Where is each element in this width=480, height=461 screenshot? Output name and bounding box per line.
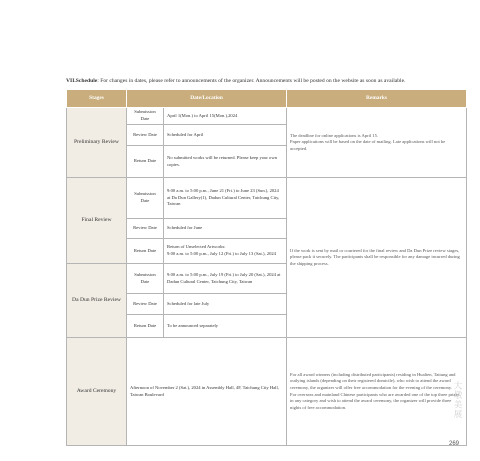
- table-row: [67, 338, 467, 446]
- row-label: Submission Date: [127, 108, 164, 125]
- award-remarks: For all award winners (including distributed participants) residing in Hualien, Taitung and outlying islands (depending on their registered domicile), who wish to attend the award ceremony, the organizer will offer free accommodation for the evening of the ceremony. For overseas and mainland Chinese participants who are awarded one of the top three prizes in any category and wish to attend the award ceremony, the organizer will provide three nights of free accommodation.: [287, 338, 467, 446]
- table-header-row: [67, 90, 467, 108]
- row-label: Return Date: [127, 315, 164, 338]
- table-row: [67, 108, 467, 125]
- stage-award-ceremony: Award Ceremony: [67, 338, 127, 446]
- table-row: [67, 178, 467, 219]
- row-date: No submitted works will be returned. Please keep your own copies.: [164, 146, 287, 178]
- stage-dadun-prize-review: Da Dun Prize Review: [67, 264, 127, 338]
- header-remarks: Remarks: [287, 90, 467, 108]
- row-date: Scheduled for June: [164, 219, 287, 239]
- shipping-remarks: If the work is sent by mail or couriered for the final review and Da Dun Prize review stages, please pack it securely. The participants shall be responsible for any damage incurred during the shipping process.: [287, 178, 467, 338]
- row-label: Submission Date: [127, 178, 164, 219]
- row-date: Scheduled for late July: [164, 294, 287, 315]
- row-date: April 1(Mon.) to April 15(Mon.),2024: [164, 108, 287, 125]
- row-label: Submission Date: [127, 264, 164, 294]
- schedule-table: [66, 89, 467, 446]
- preliminary-remarks: The deadline for online applications is April 15. Paper applications will be based on the date of mailing. Late applications will not be accepted.: [287, 108, 467, 178]
- decorative-title-ornament: 大墩美展: [453, 381, 463, 419]
- header-stages: Stages: [67, 90, 127, 108]
- row-date: 9:00 a.m. to 5:00 p.m., July 19 (Fri.) to July 20 (Sat.), 2024 at Dadun Cultural Center, Taichung City, Taiwan: [164, 264, 287, 294]
- row-label: Return Date: [127, 239, 164, 264]
- row-label: Review Date: [127, 219, 164, 239]
- header-date-location: Date/Location: [127, 90, 287, 108]
- page-number: 269: [449, 441, 460, 447]
- stage-final-review: Final Review: [67, 178, 127, 264]
- row-label: Return Date: [127, 146, 164, 178]
- schedule-heading-text: : For changes in dates, please refer to announcements of the organizer. Announcements will be posted on the website as soon as available.: [97, 78, 406, 84]
- row-label: Review Date: [127, 294, 164, 315]
- row-date: Scheduled for April: [164, 125, 287, 146]
- stage-preliminary-review: Preliminary Review: [67, 108, 127, 178]
- award-date: Afternoon of November 2 (Sat.), 2024 in Assembly Hall, 4F, Taichung City Hall, Taiwan Boulevard: [127, 338, 287, 446]
- row-date: To be announced separately: [164, 315, 287, 338]
- row-date: Return of Unselected Artworks: 9:00 a.m. to 5:00 p.m., July 12 (Fri.) to July 13 (Sat.), 2024: [164, 239, 287, 264]
- schedule-heading-label: VII.Schedule: [66, 78, 98, 84]
- row-label: Review Date: [127, 125, 164, 146]
- row-date: 9:00 a.m. to 5:00 p.m., June 21 (Fri.) to June 23 (Sun.), 2024 at Da Dun Gallery(1), Dadun Cultural Center, Taichung City, Taiwan: [164, 178, 287, 219]
- schedule-heading: [66, 78, 466, 85]
